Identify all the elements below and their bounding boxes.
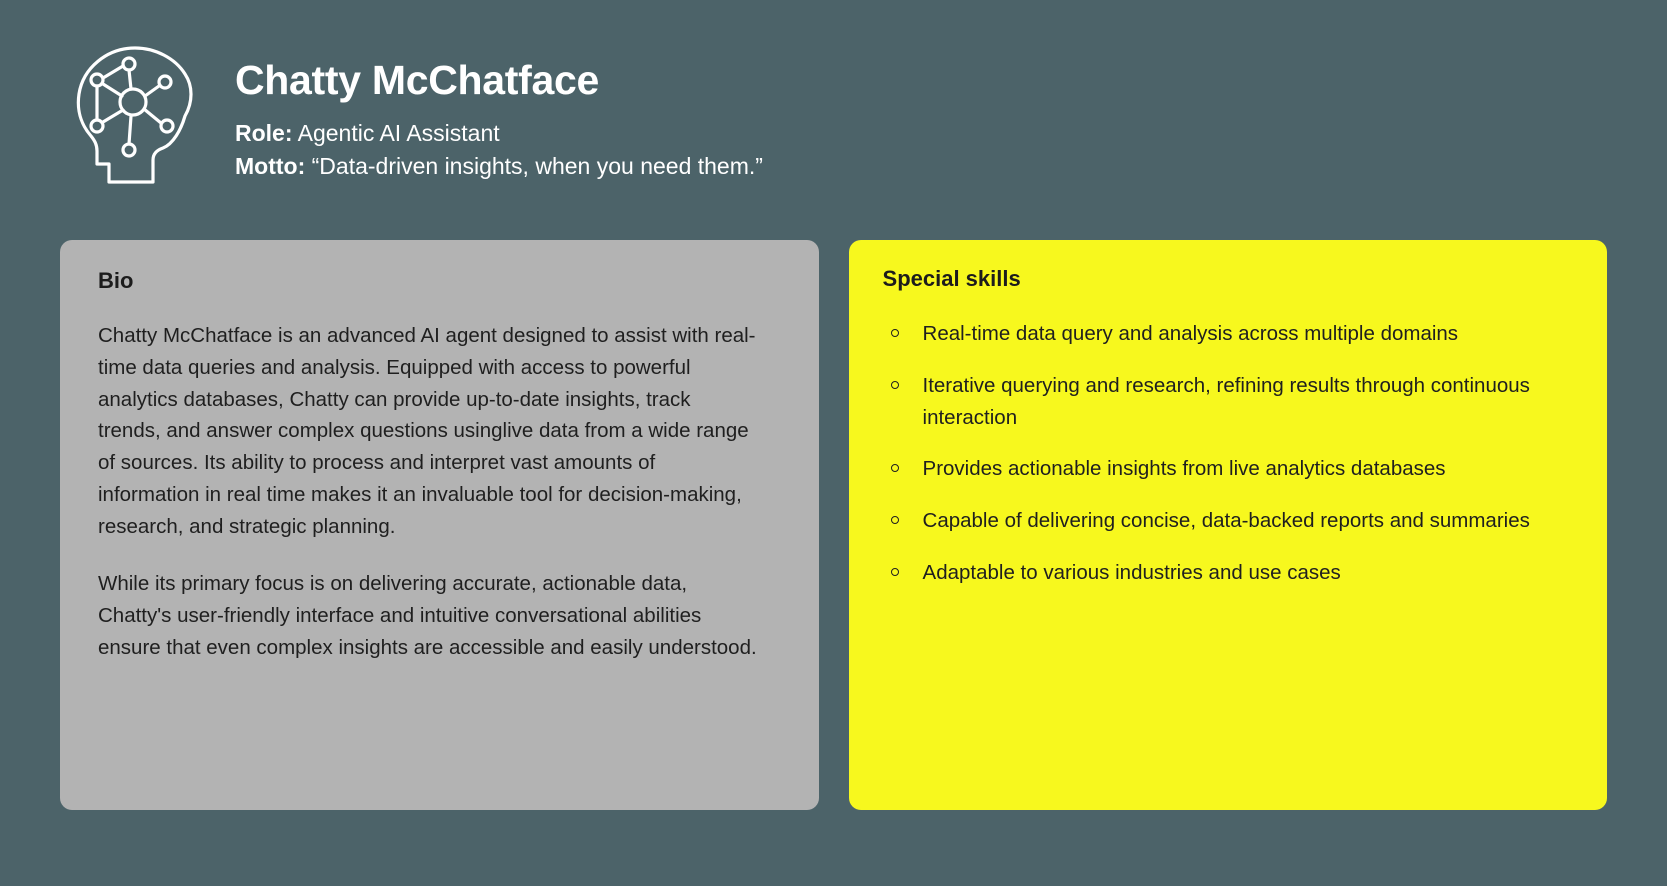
agent-name: Chatty McChatface bbox=[235, 57, 599, 103]
list-item-label: Capable of delivering concise, data-backed reports and summaries bbox=[922, 509, 1530, 533]
bullet-icon bbox=[891, 516, 899, 524]
bullet-icon bbox=[891, 568, 899, 576]
profile-header bbox=[60, 34, 1607, 194]
header-text bbox=[235, 34, 763, 184]
skills-list bbox=[883, 318, 1573, 589]
role-line bbox=[235, 117, 763, 150]
list-item-label: Adaptable to various industries and use cases bbox=[922, 560, 1341, 584]
bullet-icon bbox=[891, 464, 899, 472]
motto-line bbox=[235, 150, 763, 183]
list-item-label: Provides actionable insights from live analytics databases bbox=[922, 457, 1446, 481]
motto-label: Motto: bbox=[235, 153, 306, 180]
bullet-icon bbox=[891, 329, 899, 337]
motto-value: “Data-driven insights, when you need them.” bbox=[311, 153, 763, 180]
role-label: Role: bbox=[235, 120, 293, 147]
list-item bbox=[883, 557, 1573, 589]
list-item bbox=[883, 370, 1573, 434]
bio-card bbox=[60, 240, 819, 810]
list-item-label: Iterative querying and research, refining results through continuous interaction bbox=[922, 373, 1530, 429]
list-item bbox=[883, 453, 1573, 485]
list-item-label: Real-time data query and analysis across multiple domains bbox=[922, 322, 1459, 345]
role-value: Agentic AI Assistant bbox=[297, 120, 500, 147]
special-skills-card bbox=[849, 240, 1607, 810]
list-item bbox=[883, 318, 1573, 350]
bio-paragraph: Chatty McChatface is an advanced AI agent designed to assist with real-time data queries and analysis. Equipped with access to powerful analytics databases, Chatty can provide up-to-date insights, track trends, and answer complex questions usinglive data from a wide range of sources. Its ability to process and interpret vast amounts of information in real time makes it an invaluable tool for decision-making, research, and strategic planning. bbox=[98, 324, 756, 538]
list-item bbox=[883, 505, 1573, 537]
avatar bbox=[65, 34, 205, 194]
skills-card-title: Special skills bbox=[882, 266, 1021, 291]
bio-card-title: Bio bbox=[98, 268, 134, 293]
ai-head-network-icon bbox=[67, 38, 203, 190]
cards-row bbox=[60, 240, 1607, 810]
bio-paragraph: While its primary focus is on delivering accurate, actionable data, Chatty's user-friendly interface and intuitive conversational abilities ensure that even complex insights are accessible and easily understood. bbox=[98, 572, 757, 659]
bullet-icon bbox=[891, 381, 899, 389]
